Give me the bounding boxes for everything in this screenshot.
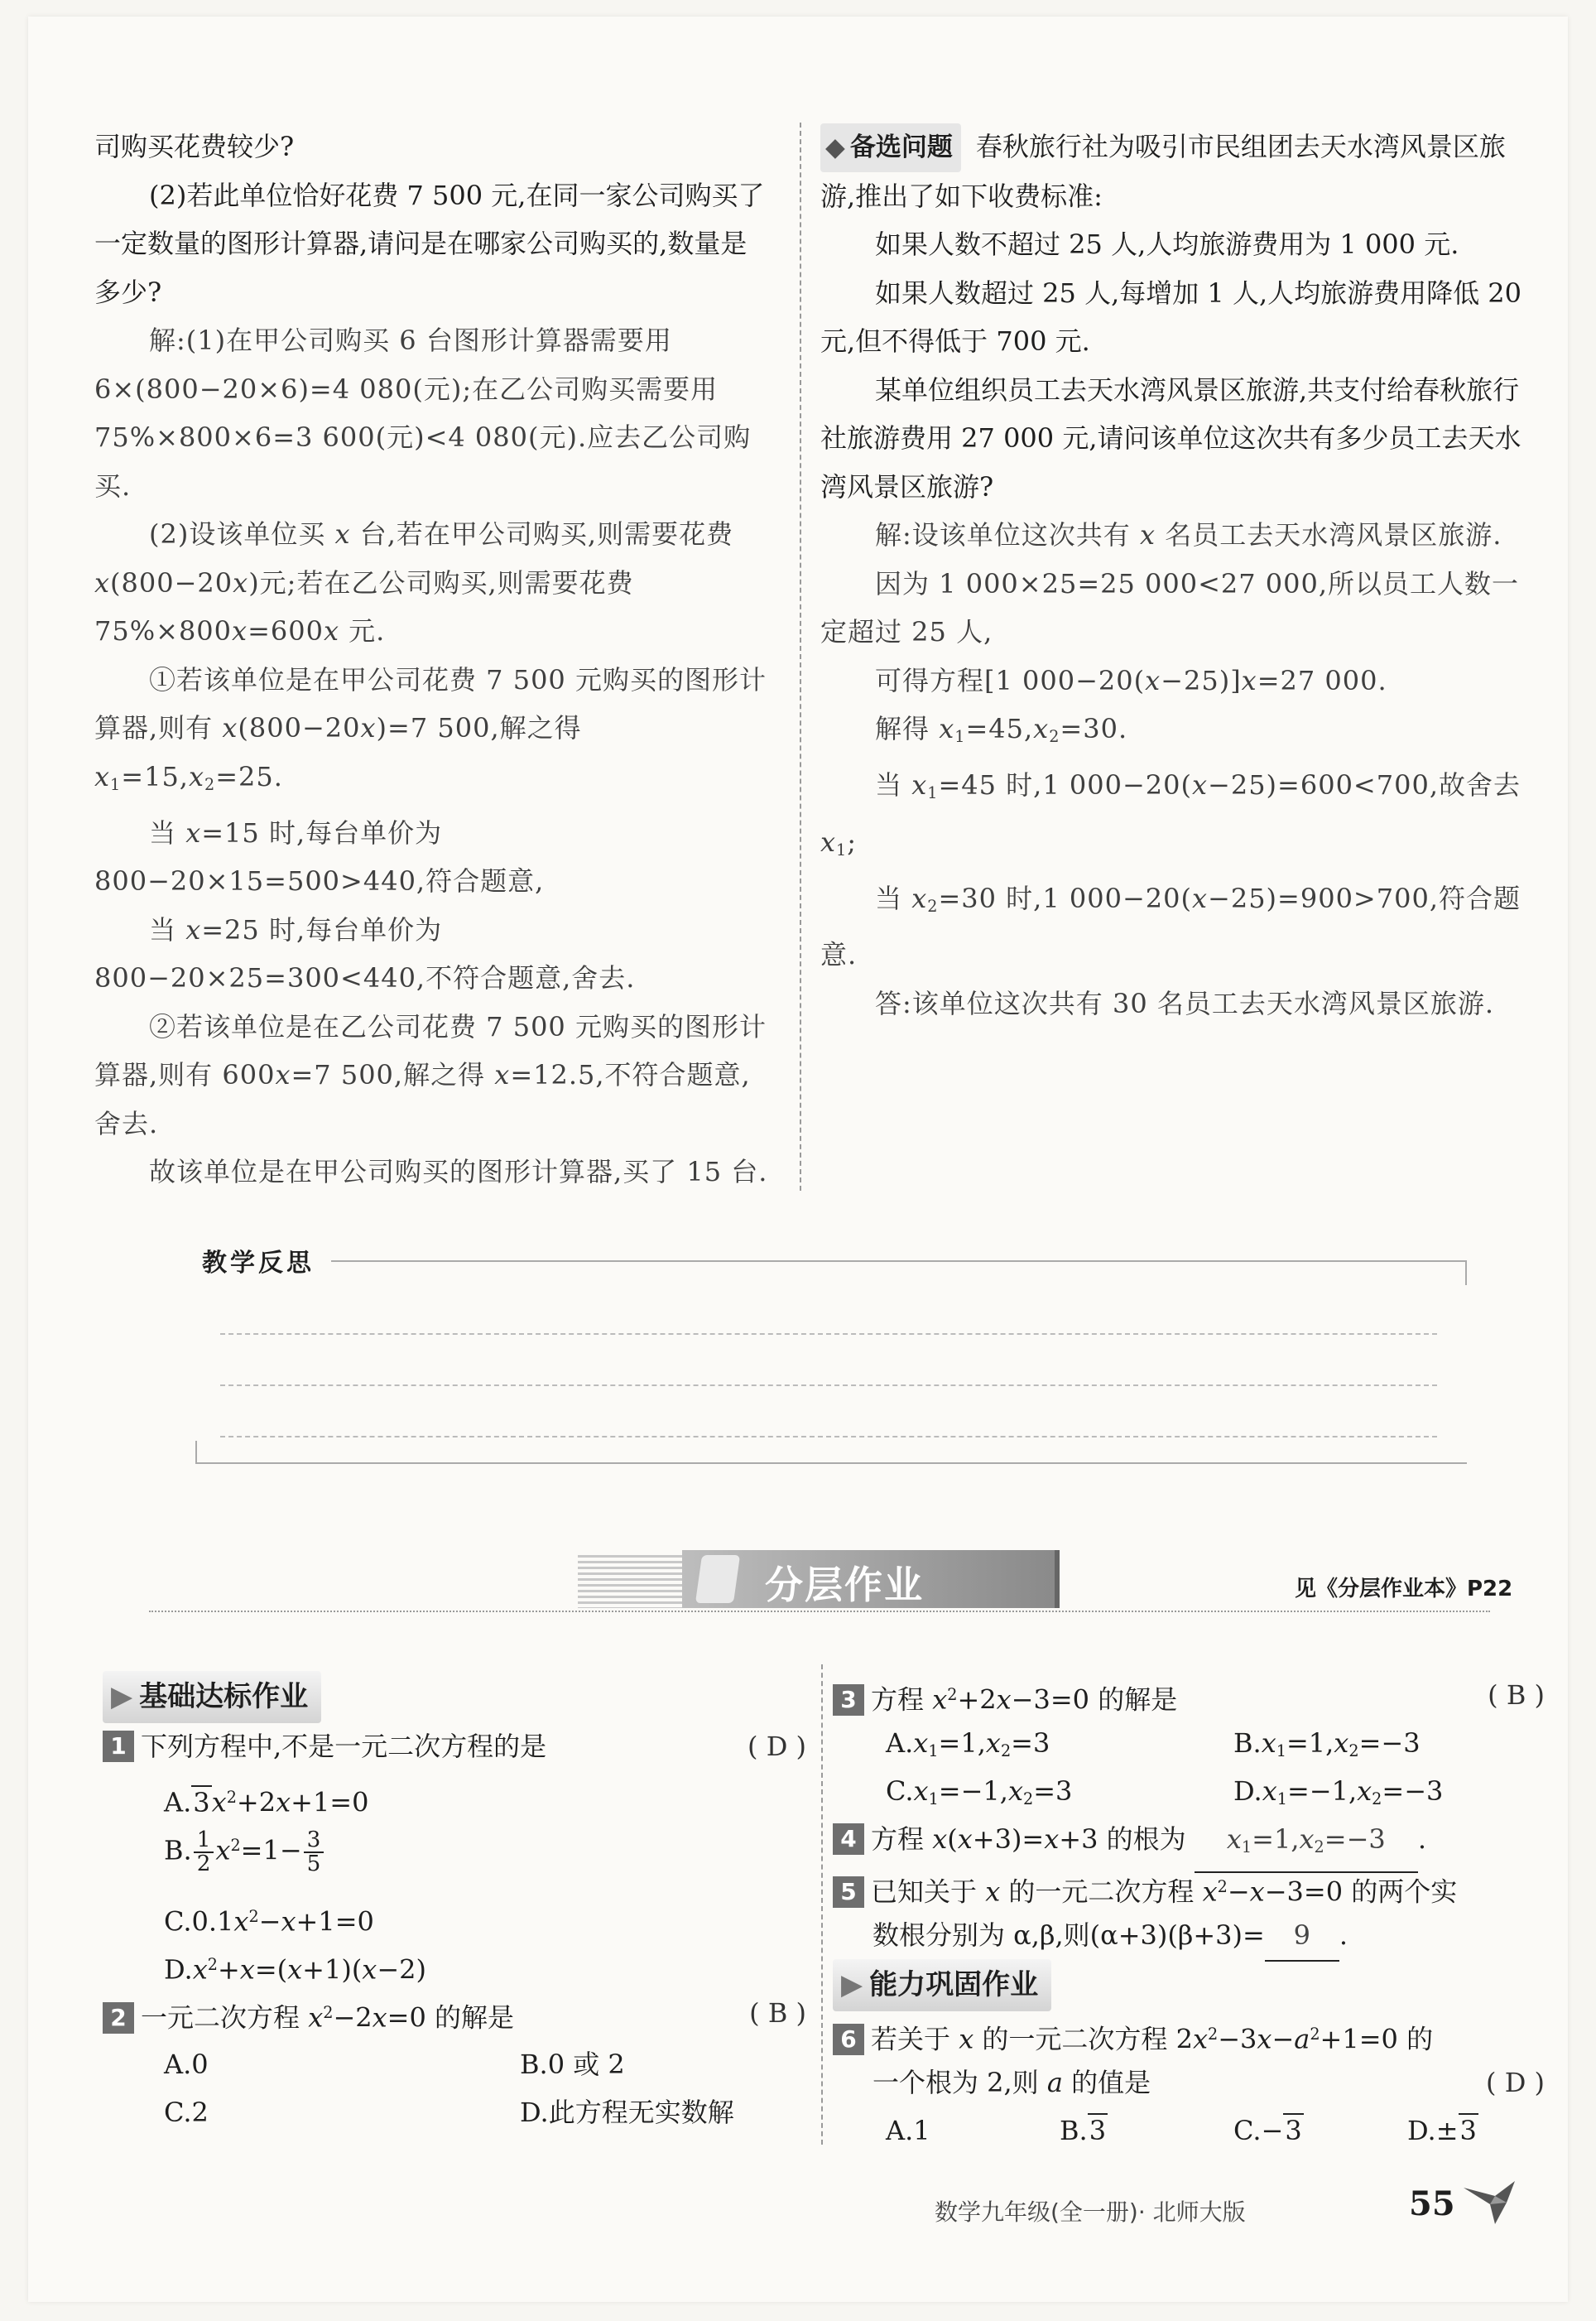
rule-2: 如果人数超过 25 人,每增加 1 人,人均旅游费用降低 20 元,但不得低于 700 元. [820, 277, 1522, 357]
footer-book-title: 数学九年级(全一册)· 北师大版 [935, 2198, 1246, 2226]
q3-options-row-1 [833, 1719, 1545, 1767]
q6-answer: ( D ) [1486, 2067, 1545, 2098]
q6-option-d: D.±3 [1407, 2115, 1477, 2146]
homework-divider [821, 1664, 823, 2145]
reflection-top-line [331, 1260, 1465, 1262]
solution-step-6: 当 $x_2=30$ 时,1 000−20(x−25)=900>700,符合题意. [820, 882, 1521, 971]
q1-option-a: $A.3x^2+2x+1=0$ [164, 1786, 369, 1818]
solution-part-2: (2)设该单位买 x 台,若在甲公司购买,则需要花费 x(800−20x)元;若在乙公司购买,则需要花费 75%×800x=600x 元. [94, 518, 734, 647]
case-1a: 当 x=15 时,每台单价为 800−20×15=500>440,符合题意, [94, 816, 545, 898]
q2-answer: ( B ) [749, 1997, 806, 2029]
basic-homework [103, 1671, 806, 2136]
q1-option-d: $D.x^2+x=(x+1)(x-2)$ [164, 1953, 426, 1986]
footer-bird-icon [1462, 2179, 1520, 2226]
q1-option-c: $C.0.1x^2-x+1=0$ [164, 1905, 374, 1938]
solution-answer: 答:该单位这次共有 30 名员工去天水湾风景区旅游. [875, 987, 1495, 1019]
q5-stem-line-1: 5 已知关于 x 的一元二次方程 $x^2-x-3=0$ 的两个实 [833, 1863, 1545, 1911]
q2-stem: 2 一元二次方程 $x^2-2x=0$ 的解是 ( B ) [103, 1989, 806, 2040]
problem-question: 某单位组织员工去天水湾风景区旅游,共支付给春秋旅行社旅游费用 27 000 元,请问该单位这次共有多少员工去天水湾风景区旅游? [820, 373, 1521, 503]
reflection-line-3 [220, 1436, 1437, 1437]
q3-stem: 3 方程 $x^2+2x-3=0$ 的解是 ( B ) [833, 1671, 1545, 1719]
banner-label [682, 1550, 1060, 1608]
reflection-title: 教学反思 [202, 1249, 315, 1278]
reflection-left-edge [195, 1441, 197, 1464]
solution-step-3: 可得方程[1 000−20(x−25)]x=27 000. [875, 664, 1387, 696]
basic-homework-right [833, 1671, 1545, 2155]
q6-option-c: C.−3 [1233, 2115, 1302, 2146]
workbook-reference: 见《分层作业本》P22 [1295, 1577, 1513, 1601]
q3-options-row-2 [833, 1767, 1545, 1815]
q5-number: 5 [833, 1876, 864, 1908]
case-2: ②若该单位是在乙公司花费 7 500 元购买的图形计算器,则有 600x=7 500,解之得 x=12.5,不符合题意,舍去. [94, 1010, 767, 1139]
left-column [94, 123, 773, 1197]
q2-options-row-2 [103, 2088, 806, 2136]
q2-number: 2 [103, 2002, 134, 2034]
q2-option-d: D.此方程无实数解 [520, 2097, 734, 2128]
reflection-box [166, 1242, 1469, 1466]
banner-line [149, 1611, 1490, 1612]
q6-option-b: B.3 [1060, 2115, 1107, 2146]
solution-part-1: 解:(1)在甲公司购买 6 台图形计算器需要用 6×(800−20×6)=4 080(元);在乙公司购买需要用 75%×800×6=3 600(元)<4 080(元).应去乙公司购买. [94, 325, 752, 502]
right-column [820, 123, 1524, 1028]
q1-number: 1 [103, 1731, 134, 1762]
q2-option-c: C.2 [164, 2097, 209, 2128]
solution-step-5: 当 $x_1=45$ 时,1 000−20(x−25)=600<700,故舍去 $x_1$; [820, 769, 1521, 860]
q6-option-a: A.1 [886, 2115, 930, 2146]
conclusion: 故该单位是在甲公司购买的图形计算器,买了 15 台. [149, 1156, 768, 1188]
reflection-line-1 [220, 1333, 1437, 1335]
q3-option-a: $A.x_1=1,x_2=3$ [886, 1727, 1050, 1760]
textbook-page [28, 17, 1568, 2302]
question-2: (2)若此单位恰好花费 7 500 元,在同一家公司购买了一定数量的图形计算器,请问是在哪家公司购买的,数量是多少? [94, 179, 765, 308]
q5-answer-blank: 9 [1265, 1911, 1339, 1962]
q5-stem-line-2: 数根分别为 α,β,则(α+3)(β+3)= 9 . [833, 1911, 1545, 1959]
q6-stem-line-1: 6 若关于 x 的一元二次方程 $2x^2-3x-a^2+1=0$ 的 [833, 2010, 1545, 2059]
backup-solution [820, 511, 1524, 1028]
q4-answer-blank: $x_1=1,x_2=-3$ [1195, 1815, 1418, 1873]
banner-title: 分层作业 [765, 1563, 924, 1607]
solution-step-2: 因为 1 000×25=25 000<27 000,所以员工人数一定超过 25 人, [820, 567, 1520, 648]
continued-text: 司购买花费较少? [94, 131, 295, 162]
q2-option-a: A.0 [164, 2049, 209, 2080]
q2-options-row-1 [103, 2040, 806, 2088]
banner-emblem [695, 1555, 740, 1603]
case-1b: 当 x=25 时,每台单价为 800−20×25=300<440,不符合题意,舍去. [94, 913, 636, 994]
backup-problem-tag: ◆ 备选问题 [820, 123, 961, 172]
reflection-line-2 [220, 1384, 1437, 1386]
q6-stem-line-2: 一个根为 2,则 a 的值是 ( D ) [833, 2059, 1545, 2107]
advanced-homework-title: ▶ 能力巩固作业 [833, 1959, 1051, 2011]
basic-homework-title: ▶ 基础达标作业 [103, 1671, 321, 1723]
solution-step-1: 解:设该单位这次共有 x 名员工去天水湾风景区旅游. [875, 519, 1502, 551]
q3-option-d: $D.x_1=-1,x_2=-3$ [1233, 1775, 1444, 1808]
page-number: 55 [1409, 2184, 1455, 2223]
solution-step-4: 解得 $x_1=45,x_2=30$. [875, 713, 1128, 746]
q4-stem: 4 方程 x(x+3)=x+3 的根为 $x_1=1,x_2=-3$ . [833, 1815, 1545, 1863]
case-1: ①若该单位是在甲公司花费 7 500 元购买的图形计算器,则有 x(800−20x)=7 500,解之得 $x_1=15,x_2=25$. [94, 663, 767, 794]
q1-stem: 1 下列方程中,不是一元二次方程的是 ( D ) [103, 1722, 806, 1774]
q1-answer: ( D ) [748, 1731, 806, 1762]
column-divider [800, 123, 801, 1191]
rule-1: 如果人数不超过 25 人,人均旅游费用为 1 000 元. [875, 229, 1459, 260]
q3-option-b: $B.x_1=1,x_2=-3$ [1233, 1727, 1421, 1760]
q1-option-b: B. $\frac{1}{2}$ $x^2=1-$ $\frac{3}{5}$ [103, 1822, 806, 1893]
reflection-right-edge [1465, 1260, 1467, 1285]
solution [94, 316, 773, 1197]
q4-number: 4 [833, 1823, 864, 1855]
q6-options [833, 2107, 1545, 2155]
q2-option-b: B.0 或 2 [520, 2049, 625, 2080]
q3-number: 3 [833, 1684, 864, 1716]
q3-option-c: $C.x_1=-1,x_2=3$ [886, 1775, 1073, 1808]
q6-number: 6 [833, 2024, 864, 2055]
q3-answer: ( B ) [1488, 1679, 1545, 1711]
reflection-bottom-line [195, 1462, 1467, 1464]
backup-problem-intro: ◆ 备选问题 春秋旅行社为吸引市民组团去天水湾风景区旅游,推出了如下收费标准: [820, 123, 1524, 220]
